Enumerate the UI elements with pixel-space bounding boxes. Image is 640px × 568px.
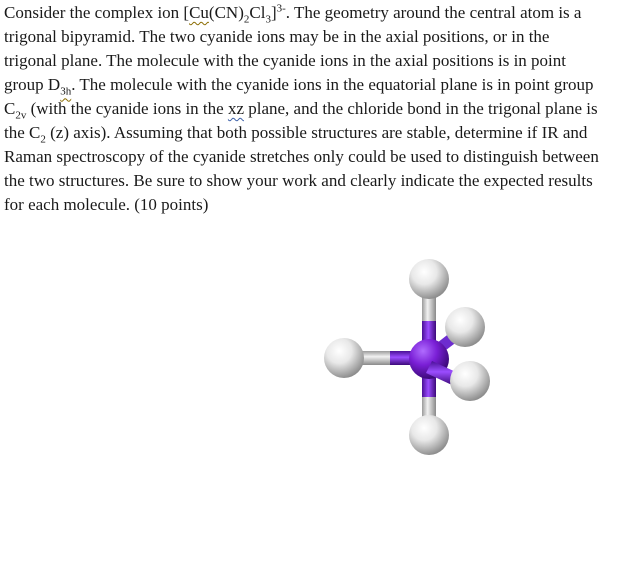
question-text: Consider the complex ion $[Cu(CN)_2Cl_3]^{3-}$. The geometry around the central atom is a trigonal bipyramid. The two cyanide ions may be in the axial positions, or in the trigonal plane. The molecule with the cyanide ions in the axial positions is in point group $D_{3h}$. The molecule with the cyanide ions in the equatorial plane is in point group $C_{2v}$ (with the cyanide ions in the xz plane, and the chloride bond in the trigonal plane is the $C_2$ (z) axis). Assuming that both possible structures are stable, determine if IR and Raman spectroscopy of the cyanide stretches only could be used to distinguish between the two structures. Be sure to show your work and clearly indicate the expected results for each molecule. (10 points) <box>4 2 599 214</box>
xz-plane-label: xz <box>227 99 244 118</box>
top-axial-ligand <box>409 259 449 343</box>
left-equatorial-ligand <box>324 338 414 378</box>
trigonal-bipyramid-molecule-image <box>320 255 500 465</box>
d3h-subscript: 3h <box>60 85 72 98</box>
formula-cu: Cu <box>189 3 209 22</box>
bottom-axial-ligand <box>409 377 449 455</box>
